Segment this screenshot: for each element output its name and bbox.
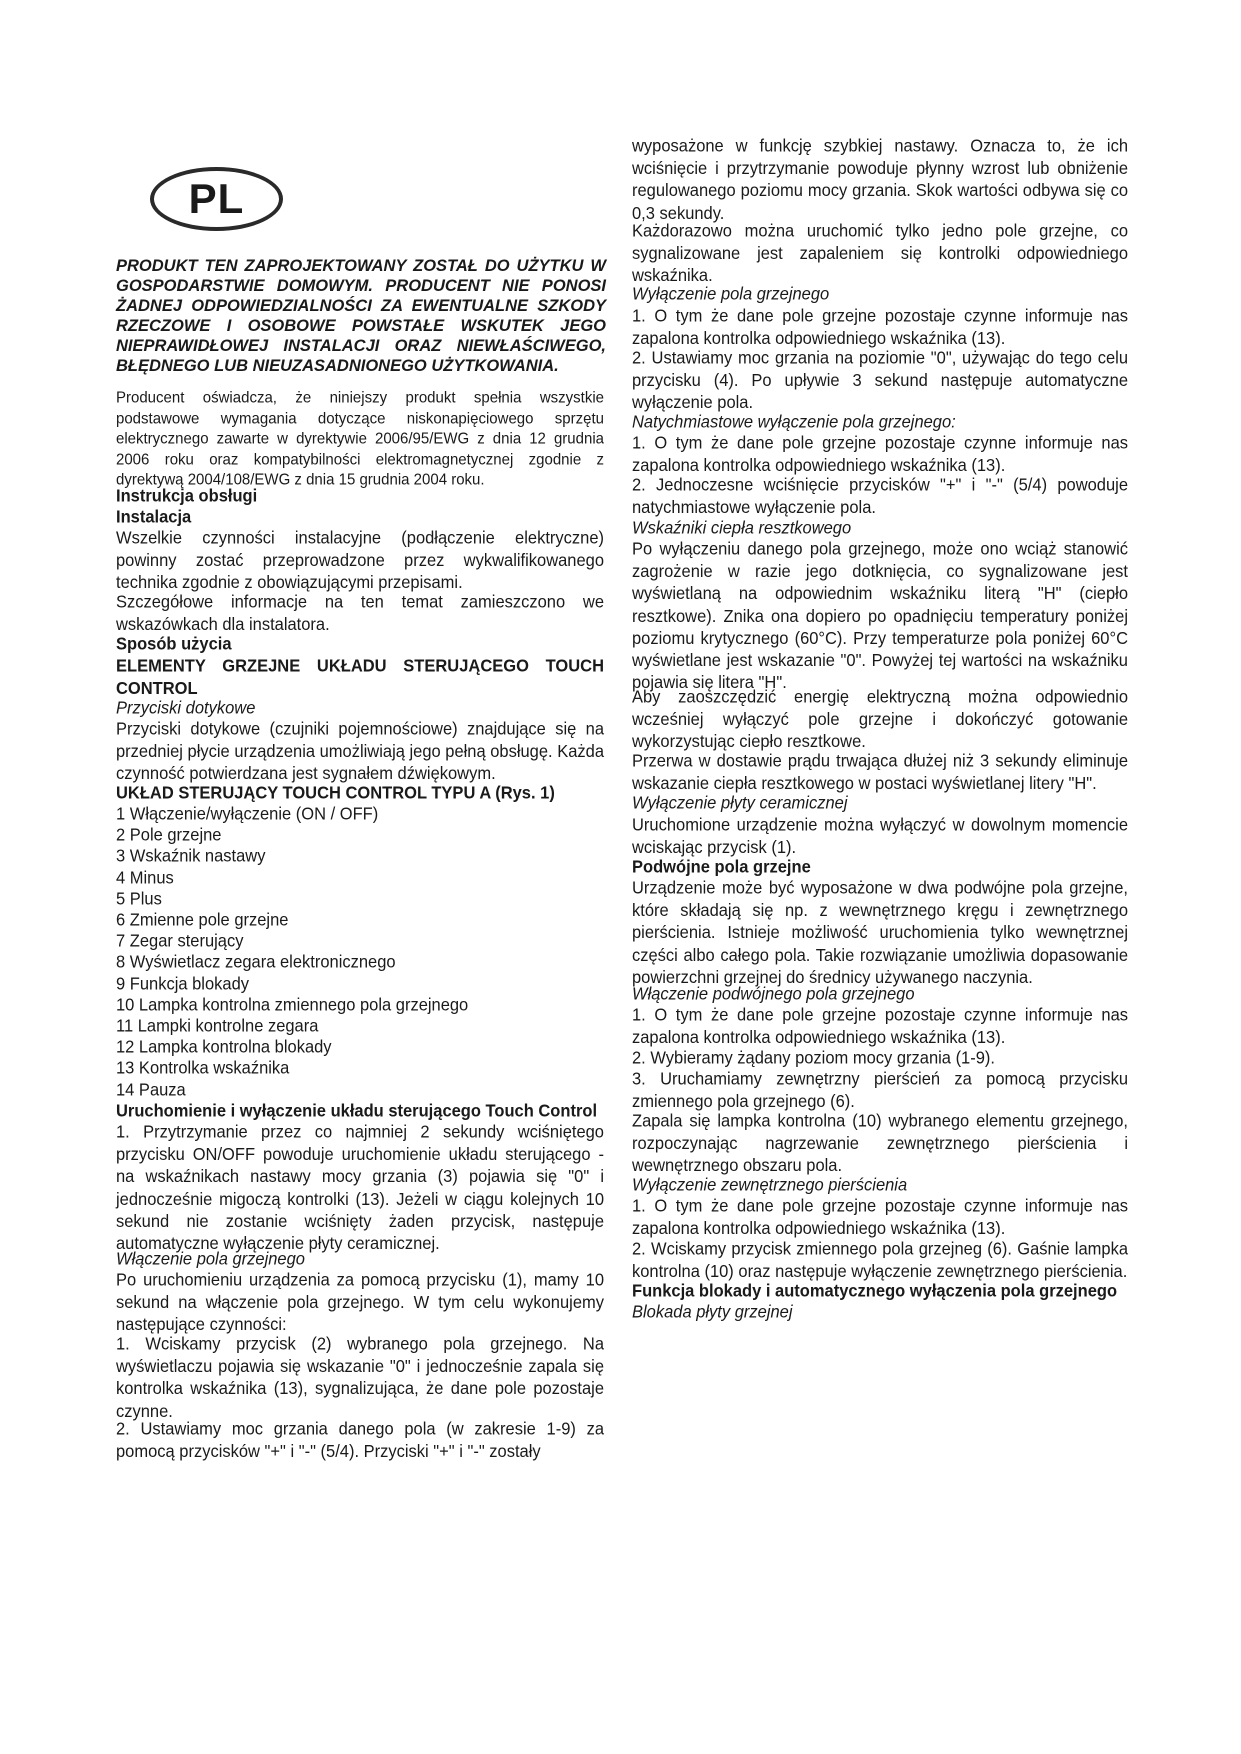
subsection-heading: Wskaźniki ciepła resztkowego xyxy=(632,518,852,538)
paragraph: 4 Minus xyxy=(116,868,174,888)
paragraph: Aby zaoszczędzić energię elektryczną można odpowiednio wcześniej wyłączyć pole grzejne i dokończyć gotowanie wykorzystując ciepło resztkowe. xyxy=(632,688,1128,752)
paragraph: 2. Ustawiamy moc grzania na poziomie "0", używając do tego celu przycisku (4). Po upływie 3 sekund następuje automatyczne wyłączenie pola. xyxy=(632,349,1128,413)
paragraph: 1. Przytrzymanie przez co najmniej 2 sekundy wciśniętego przycisku ON/OFF powoduje uruchomienie układu sterującego - na wskaźnikach nastawy mocy grzania (3) pojawia się "0" i jednocześnie migoczą kontrolki (13). Jeżeli w ciągu kolejnych 10 sekund nie zostanie wciśnięty żaden przycisk, następuje automatyczne wyłączenie płyty ceramicznej. xyxy=(116,1123,604,1254)
paragraph: Każdorazowo można uruchomić tylko jedno pole grzejne, co sygnalizowane jest zapaleniem się kontrolki odpowiedniego wskaźnika. xyxy=(632,221,1128,286)
section-heading: Instrukcja obsługi xyxy=(116,487,258,506)
paragraph: 2. Wciskamy przycisk zmiennego pola grzejneg (6). Gaśnie lampka kontrolna (10) oraz następuje wyłączenie zewnętrznego pierścienia. xyxy=(632,1239,1128,1281)
section-heading: Sposób użycia xyxy=(116,635,232,655)
paragraph: 7 Zegar sterujący xyxy=(116,932,244,952)
subsection-heading: Włączenie pola grzejnego xyxy=(116,1250,305,1270)
subsection-heading: Wyłączenie zewnętrznego pierścienia xyxy=(632,1176,908,1195)
paragraph: 5 Plus xyxy=(116,889,162,909)
paragraph: 8 Wyświetlacz zegara elektronicznego xyxy=(116,953,396,973)
paragraph: 2. Jednoczesne wciśnięcie przycisków "+" i "-" (5/4) powoduje natychmiastowe wyłączenie pola. xyxy=(632,476,1128,518)
paragraph: 11 Lampki kontrolne zegara xyxy=(116,1017,319,1036)
section-heading: Podwójne pola grzejne xyxy=(632,857,811,877)
paragraph: Szczegółowe informacje na ten temat zamieszczono we wskazówkach dla instalatora. xyxy=(116,593,604,635)
paragraph: Przyciski dotykowe (czujniki pojemnościowe) znajdujące się na przedniej płycie urządzenia umożliwiają jego pełną obsługę. Każda czynność potwierdzana jest sygnałem dźwiękowym. xyxy=(116,720,604,784)
paragraph: Producent oświadcza, że niniejszy produkt spełnia wszystkie podstawowe wymagania dotyczące niskonapięciowego sprzętu elektrycznego zawarte w dyrektywie 2006/95/EWG z dnia 12 grudnia 2006 roku oraz kompatybilności elektromagnetycznej zgodnie z dyrektywą 2004/108/EWG z dnia 15 grudnia 2004 roku. xyxy=(116,389,604,490)
paragraph: 10 Lampka kontrolna zmiennego pola grzejnego xyxy=(116,995,469,1015)
paragraph: wyposażone w funkcję szybkiej nastawy. Oznacza to, że ich wciśnięcie i przytrzymanie powoduje płynny wzrost lub obniżenie regulowanego poziomu mocy grzania. Skok wartości odbywa się co 0,3 sekundy. xyxy=(632,137,1128,223)
right-column-text xyxy=(632,136,1128,1323)
subsection-heading: Wyłączenie płyty ceramicznej xyxy=(632,794,848,814)
left-column-text xyxy=(116,388,604,1461)
section-heading: UKŁAD STERUJĄCY TOUCH CONTROL TYPU A (Rys. 1) xyxy=(116,783,555,803)
subsection-heading: Natychmiastowe wyłączenie pola grzejnego: xyxy=(632,412,956,432)
liability-warning: PRODUKT TEN ZAPROJEKTOWANY ZOSTAŁ DO UŻYTKU W GOSPODARSTWIE DOMOWYM. PRODUCENT NIE PONOSI ŻADNEJ ODPOWIEDZIALNOŚCI ZA EWENTUALNE SZKODY RZECZOWE I OSOBOWE POWSTAŁE WSKUTEK JEGO NIEPRAWIDŁOWEJ INSTALACJI ORAZ NIEWŁAŚCIWEGO, BŁĘDNEGO LUB NIEUZASADNIONEGO UŻYTKOWANIA. xyxy=(116,257,606,375)
paragraph: 6 Zmienne pole grzejne xyxy=(116,911,289,930)
section-heading: Uruchomienie i wyłączenie układu sterującego Touch Control xyxy=(116,1101,598,1121)
paragraph: Uruchomione urządzenie można wyłączyć w dowolnym momencie wciskając przycisk (1). xyxy=(632,815,1128,857)
subsection-heading: Włączenie podwójnego pola grzejnego xyxy=(632,985,915,1005)
paragraph: 1. O tym że dane pole grzejne pozostaje czynne informuje nas zapalona kontrolka odpowiedniego wskaźnika (13). xyxy=(632,1197,1128,1239)
paragraph: Wszelkie czynności instalacyjne (podłączenie elektryczne) powinny zostać przeprowadzone przez wykwalifikowanego technika zgodnie z obowiązującymi przepisami. xyxy=(116,529,604,593)
paragraph: 12 Lampka kontrolna blokady xyxy=(116,1038,332,1058)
paragraph: Zapala się lampka kontrolna (10) wybranego elementu grzejnego, rozpoczynając nagrzewanie zewnętrznego pierścienia i wewnętrznego obszaru pola. xyxy=(632,1112,1128,1176)
paragraph: 9 Funkcja blokady xyxy=(116,974,249,994)
section-heading: ELEMENTY GRZEJNE UKŁADU STERUJĄCEGO TOUCH CONTROL xyxy=(116,656,604,698)
paragraph: Po uruchomieniu urządzenia za pomocą przycisku (1), mamy 10 sekund na włączenie pola grzejnego. W tym celu wykonujemy następujące czynności: xyxy=(116,1271,604,1335)
section-heading: Instalacja xyxy=(116,508,192,528)
paragraph: 3. Uruchamiamy zewnętrzny pierścień za pomocą przycisku zmiennego pola grzejnego (6). xyxy=(632,1069,1128,1112)
paragraph: 14 Pauza xyxy=(116,1080,186,1100)
paragraph: 1. Wciskamy przycisk (2) wybranego pola grzejnego. Na wyświetlaczu pojawia się wskazanie "0" i jednocześnie zapala się kontrolka wskaźnika (13), sygnalizująca, że dane pole pozostaje czynne. xyxy=(116,1335,604,1421)
paragraph: 2. Ustawiamy moc grzania danego pola (w zakresie 1-9) za pomocą przycisków "+" i "-" (5/4). Przyciski "+" i "-" zostały xyxy=(116,1419,604,1462)
section-heading: Funkcja blokady i automatycznego wyłączenia pola grzejnego xyxy=(632,1282,1118,1301)
paragraph: 1. O tym że dane pole grzejne pozostaje czynne informuje nas zapalona kontrolka odpowiedniego wskaźnika (13). xyxy=(632,306,1128,348)
paragraph: 13 Kontrolka wskaźnika xyxy=(116,1059,290,1079)
language-badge xyxy=(150,167,283,231)
subsection-heading: Blokada płyty grzejnej xyxy=(632,1303,793,1323)
language-code: PL xyxy=(188,175,245,222)
subsection-heading: Przyciski dotykowe xyxy=(116,699,256,718)
paragraph: Po wyłączeniu danego pola grzejnego, może ono wciąż stanowić zagrożenie w razie jego dotknięcia, co sygnalizowane jest wyświetlaną na odpowiednim wskaźniku literą "H" (ciepło resztkowe). Znika ona dopiero po opadnięciu temperatury poniżej poziomu krytycznego (60°C). Przy temperaturze pola poniżej 60°C wyświetlane jest wskazanie "0". Powyżej tej wartości na wskaźniku pojawia się litera "H". xyxy=(632,539,1128,693)
paragraph: 1. O tym że dane pole grzejne pozostaje czynne informuje nas zapalona kontrolka odpowiedniego wskaźnika (13). xyxy=(632,433,1128,476)
subsection-heading: Wyłączenie pola grzejnego xyxy=(632,285,830,305)
paragraph: 1. O tym że dane pole grzejne pozostaje czynne informuje nas zapalona kontrolka odpowiedniego wskaźnika (13). xyxy=(632,1006,1128,1048)
paragraph: Urządzenie może być wyposażone w dwa podwójne pola grzejne, które składają się np. z wewnętrznego kręgu i zewnętrznego pierścienia. Istnieje możliwość uruchomienia tylko wewnętrznej części albo całego pola. Takie rozwiązanie umożliwia dopasowanie powierzchni grzejnej do średnicy używanego naczynia. xyxy=(632,879,1128,988)
paragraph: 3 Wskaźnik nastawy xyxy=(116,847,266,867)
paragraph: 2 Pole grzejne xyxy=(116,826,222,846)
paragraph: Przerwa w dostawie prądu trwająca dłużej niż 3 sekundy eliminuje wskazanie ciepła resztkowego w postaci wyświetlanej litery "H". xyxy=(632,751,1128,794)
paragraph: 2. Wybieramy żądany poziom mocy grzania (1-9). xyxy=(632,1048,995,1068)
paragraph: 1 Włączenie/wyłączenie (ON / OFF) xyxy=(116,805,379,824)
